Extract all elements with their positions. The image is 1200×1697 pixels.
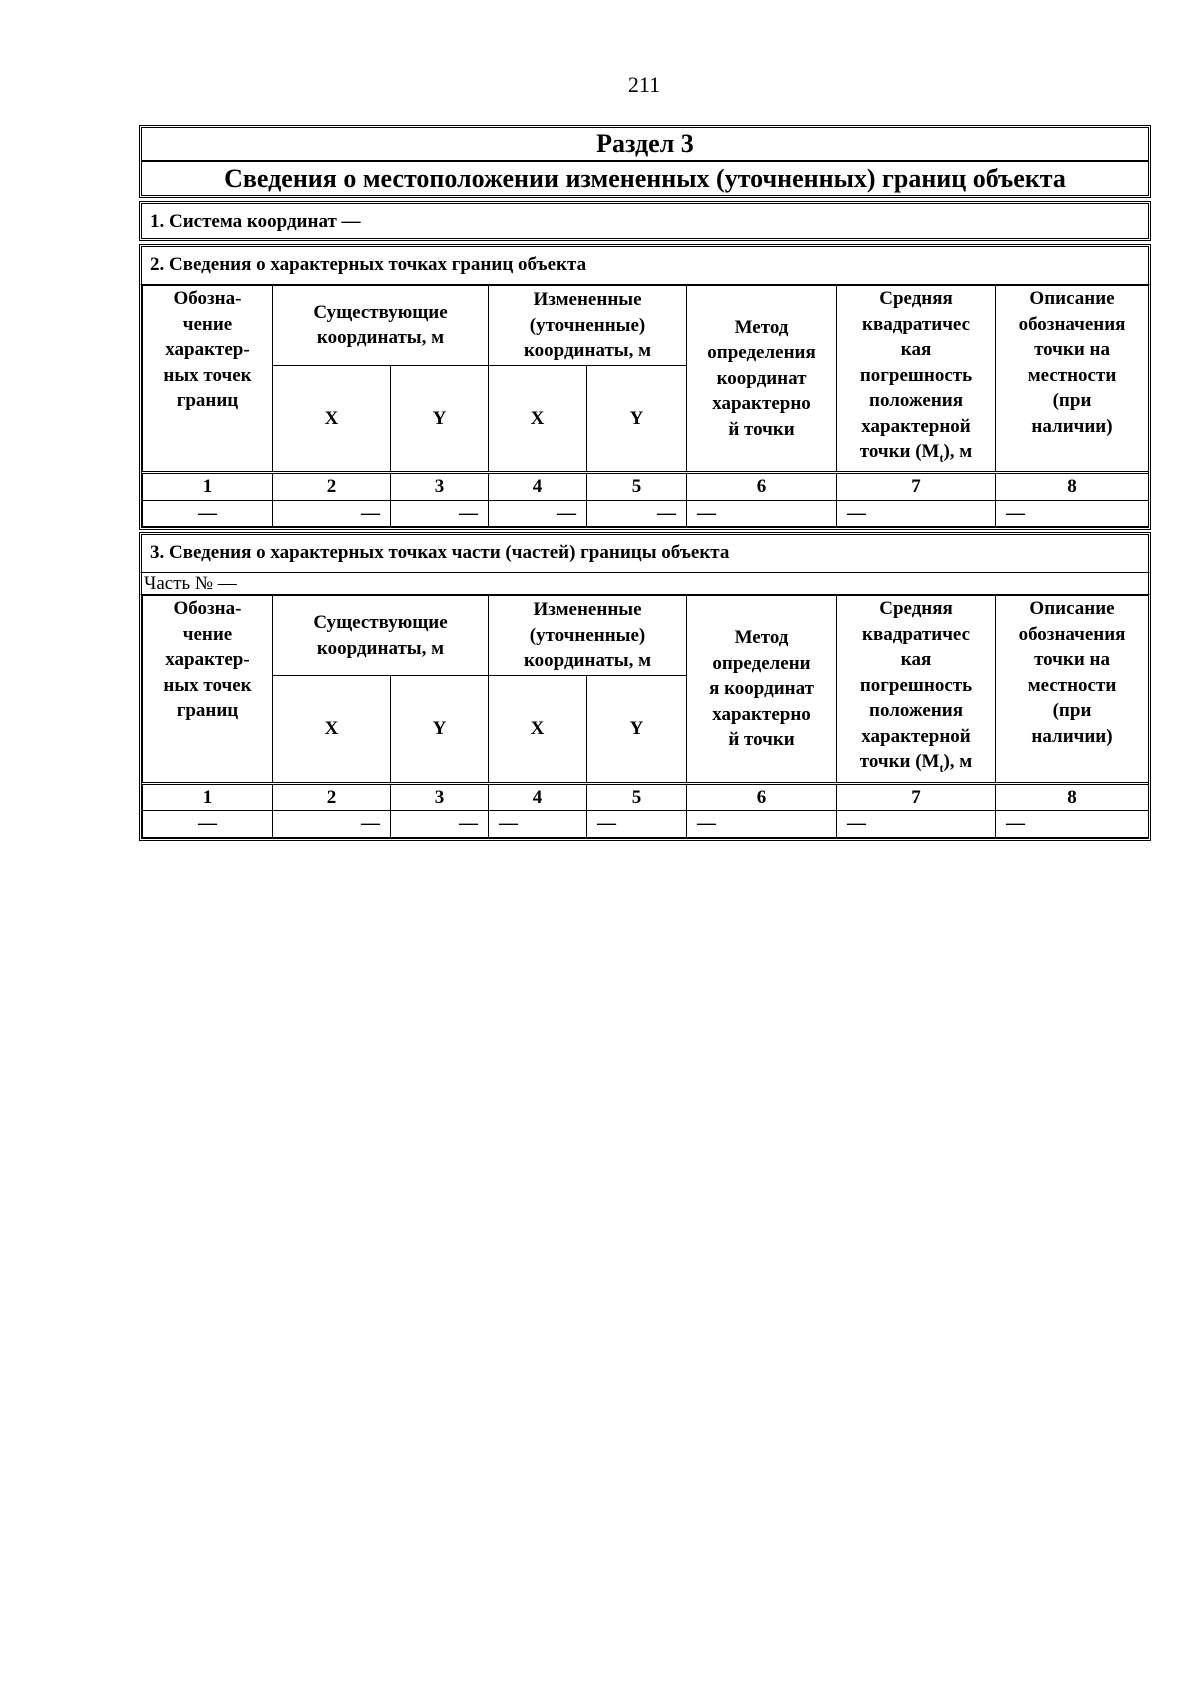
- column-number: 5: [587, 783, 687, 811]
- coordinate-system-line: 1. Система координат —: [139, 201, 1151, 241]
- column-number: 3: [391, 783, 489, 811]
- header-existing-coords: Существующие координаты, м: [273, 286, 489, 366]
- column-number: 7: [837, 783, 996, 811]
- column-number: 1: [143, 783, 273, 811]
- table-cell: —: [489, 500, 587, 527]
- characteristic-points-heading: 2. Сведения о характерных точках границ объекта: [139, 244, 1151, 284]
- header-changed-y: Y: [587, 365, 687, 473]
- header-rms-error: Средняя квадратичес кая погрешность положения характерной точки $(M_t)$, м: [837, 596, 996, 783]
- column-number: 8: [996, 473, 1149, 501]
- document-sheet: [139, 125, 1151, 841]
- header-changed-coords: Измененные (уточненные) координаты, м: [489, 286, 687, 366]
- header-existing-coords: Существующие координаты, м: [273, 596, 489, 676]
- column-number: 6: [687, 783, 837, 811]
- section-title-block: [139, 125, 1151, 198]
- part-number-label: Часть № —: [139, 572, 1151, 594]
- header-changed-y: Y: [587, 675, 687, 783]
- table-cell: —: [391, 500, 489, 527]
- column-number: 3: [391, 473, 489, 501]
- header-description: Описание обозначения точки на местности (при наличии): [996, 286, 1149, 473]
- table-cell: —: [687, 500, 837, 527]
- header-existing-x: X: [273, 675, 391, 783]
- table-cell: —: [587, 500, 687, 527]
- section-subtitle: Сведения о местоположении измененных (уточненных) границ объекта: [224, 164, 1066, 193]
- table-row: [143, 811, 1149, 838]
- column-number: 8: [996, 783, 1149, 811]
- table-cell: —: [273, 500, 391, 527]
- table-cell: —: [143, 500, 273, 527]
- header-designation: Обозна- чение характер- ных точек границ: [143, 286, 273, 473]
- header-method: Метод определения координат характерно й точки: [687, 286, 837, 473]
- column-number: 4: [489, 783, 587, 811]
- header-existing-y: Y: [391, 675, 489, 783]
- table-cell: —: [587, 811, 687, 838]
- header-changed-x: X: [489, 675, 587, 783]
- column-number: 6: [687, 473, 837, 501]
- header-designation: Обозна- чение характер- ных точек границ: [143, 596, 273, 783]
- characteristic-points-table: [139, 284, 1151, 530]
- column-number: 5: [587, 473, 687, 501]
- header-rms-error: Средняя квадратичес кая погрешность положения характерной точки $(M_t)$, м: [837, 286, 996, 473]
- table-cell: —: [143, 811, 273, 838]
- header-changed-coords: Измененные (уточненные) координаты, м: [489, 596, 687, 676]
- column-number: 1: [143, 473, 273, 501]
- column-number: 2: [273, 783, 391, 811]
- table-cell: —: [489, 811, 587, 838]
- section-title: Раздел 3: [142, 128, 1148, 162]
- table-cell: —: [837, 811, 996, 838]
- header-existing-x: X: [273, 365, 391, 473]
- header-existing-y: Y: [391, 365, 489, 473]
- header-description: Описание обозначения точки на местности (при наличии): [996, 596, 1149, 783]
- page-number: 211: [627, 72, 661, 97]
- table-cell: —: [996, 811, 1149, 838]
- table-cell: —: [687, 811, 837, 838]
- header-method: Метод определени я координат характерно й точки: [687, 596, 837, 783]
- header-changed-x: X: [489, 365, 587, 473]
- column-number: 4: [489, 473, 587, 501]
- column-number: 2: [273, 473, 391, 501]
- table-row: [143, 500, 1149, 527]
- column-number: 7: [837, 473, 996, 501]
- table-cell: —: [391, 811, 489, 838]
- table-cell: —: [273, 811, 391, 838]
- table-cell: —: [996, 500, 1149, 527]
- table-cell: —: [837, 500, 996, 527]
- part-points-heading: 3. Сведения о характерных точках части (частей) границы объекта: [139, 532, 1151, 572]
- part-points-table: [139, 594, 1151, 840]
